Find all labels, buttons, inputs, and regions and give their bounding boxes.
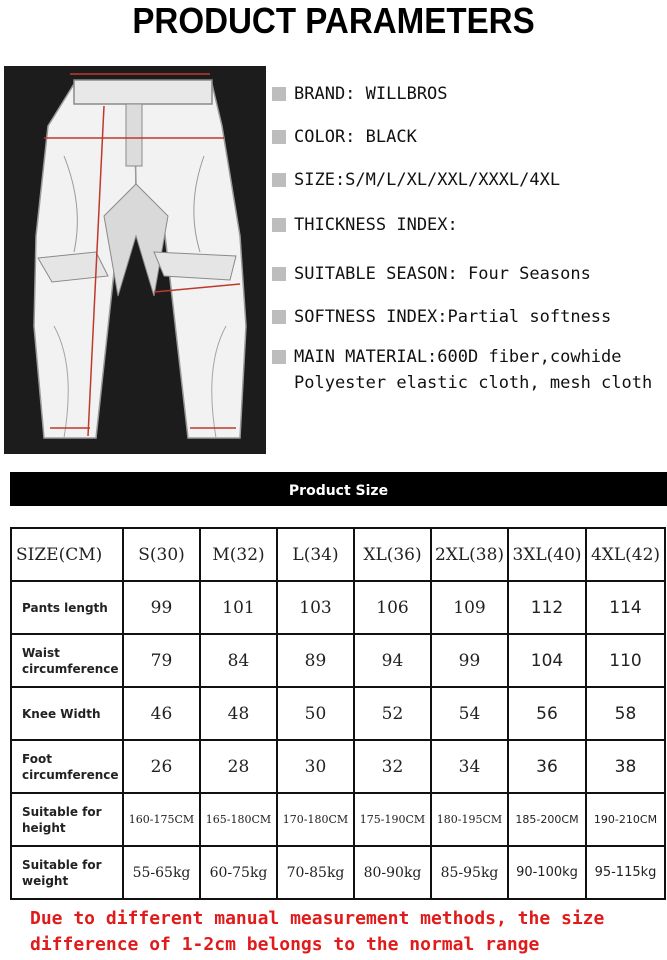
table-cell: 54: [431, 687, 508, 740]
table-cell: 84: [200, 634, 277, 687]
table-cell: 26: [123, 740, 200, 793]
header-cell: 3XL(40): [508, 528, 586, 581]
size-table: [10, 527, 666, 900]
table-cell: 79: [123, 634, 200, 687]
table-cell: 55-65kg: [123, 846, 200, 899]
table-cell: 185-200CM: [508, 793, 586, 846]
table-cell: 56: [508, 687, 586, 740]
param-softness: SOFTNESS INDEX:Partial softness: [272, 307, 611, 327]
table-cell: 52: [354, 687, 431, 740]
header-cell: SIZE(CM): [11, 528, 123, 581]
bullet-square-icon: [272, 310, 286, 324]
table-cell: 85-95kg: [431, 846, 508, 899]
table-row: [11, 634, 665, 687]
table-cell: 38: [586, 740, 665, 793]
table-cell: 112: [508, 581, 586, 634]
pants-illustration: [4, 66, 266, 454]
table-cell: 104: [508, 634, 586, 687]
bullet-square-icon: [272, 350, 286, 364]
bullet-square-icon: [272, 173, 286, 187]
header-cell: L(34): [277, 528, 354, 581]
table-cell: 36: [508, 740, 586, 793]
row-label: Foot circumference: [11, 740, 123, 793]
row-label: Waist circumference: [11, 634, 123, 687]
table-row: [11, 687, 665, 740]
table-cell: 95-115kg: [586, 846, 665, 899]
table-cell: 58: [586, 687, 665, 740]
header-cell: 4XL(42): [586, 528, 665, 581]
table-cell: 28: [200, 740, 277, 793]
table-cell: 46: [123, 687, 200, 740]
row-label: Suitable for height: [11, 793, 123, 846]
table-cell: 50: [277, 687, 354, 740]
row-label: Suitable for weight: [11, 846, 123, 899]
table-cell: 99: [431, 634, 508, 687]
bullet-square-icon: [272, 130, 286, 144]
table-cell: 101: [200, 581, 277, 634]
table-cell: 30: [277, 740, 354, 793]
param-brand: BRAND: WILLBROS: [272, 84, 448, 104]
bullet-square-icon: [272, 218, 286, 232]
param-color: COLOR: BLACK: [272, 127, 417, 147]
product-size-bar: Product Size: [10, 472, 667, 506]
header-cell: XL(36): [354, 528, 431, 581]
table-header-row: [11, 528, 665, 581]
table-cell: 106: [354, 581, 431, 634]
measurement-note: Due to different manual measurement methods, the size difference of 1-2cm belongs to the normal range: [30, 908, 605, 955]
param-material: MAIN MATERIAL:600D fiber,cowhide Polyester elastic cloth, mesh cloth: [272, 344, 662, 396]
bullet-square-icon: [272, 87, 286, 101]
header-cell: 2XL(38): [431, 528, 508, 581]
table-cell: 32: [354, 740, 431, 793]
param-thickness: THICKNESS INDEX:: [272, 215, 458, 235]
table-row: [11, 846, 665, 899]
table-cell: 80-90kg: [354, 846, 431, 899]
table-cell: 48: [200, 687, 277, 740]
page-title: PRODUCT PARAMETERS: [132, 0, 535, 41]
table-cell: 34: [431, 740, 508, 793]
header-cell: M(32): [200, 528, 277, 581]
table-cell: 89: [277, 634, 354, 687]
table-cell: 180-195CM: [431, 793, 508, 846]
row-label: Knee Width: [11, 687, 123, 740]
table-cell: 60-75kg: [200, 846, 277, 899]
param-size: SIZE:S/M/L/XL/XXL/XXXL/4XL: [272, 170, 560, 190]
table-cell: 114: [586, 581, 665, 634]
header-cell: S(30): [123, 528, 200, 581]
table-cell: 109: [431, 581, 508, 634]
table-cell: 90-100kg: [508, 846, 586, 899]
table-cell: 175-190CM: [354, 793, 431, 846]
table-cell: 170-180CM: [277, 793, 354, 846]
table-cell: 94: [354, 634, 431, 687]
table-cell: 190-210CM: [586, 793, 665, 846]
table-cell: 103: [277, 581, 354, 634]
pants-measurement-image: [4, 66, 266, 454]
table-row: [11, 581, 665, 634]
table-cell: 99: [123, 581, 200, 634]
bullet-square-icon: [272, 267, 286, 281]
table-row: [11, 793, 665, 846]
row-label: Pants length: [11, 581, 123, 634]
table-cell: 70-85kg: [277, 846, 354, 899]
table-cell: 110: [586, 634, 665, 687]
param-season: SUITABLE SEASON: Four Seasons: [272, 264, 591, 284]
table-cell: 165-180CM: [200, 793, 277, 846]
table-row: [11, 740, 665, 793]
table-cell: 160-175CM: [123, 793, 200, 846]
